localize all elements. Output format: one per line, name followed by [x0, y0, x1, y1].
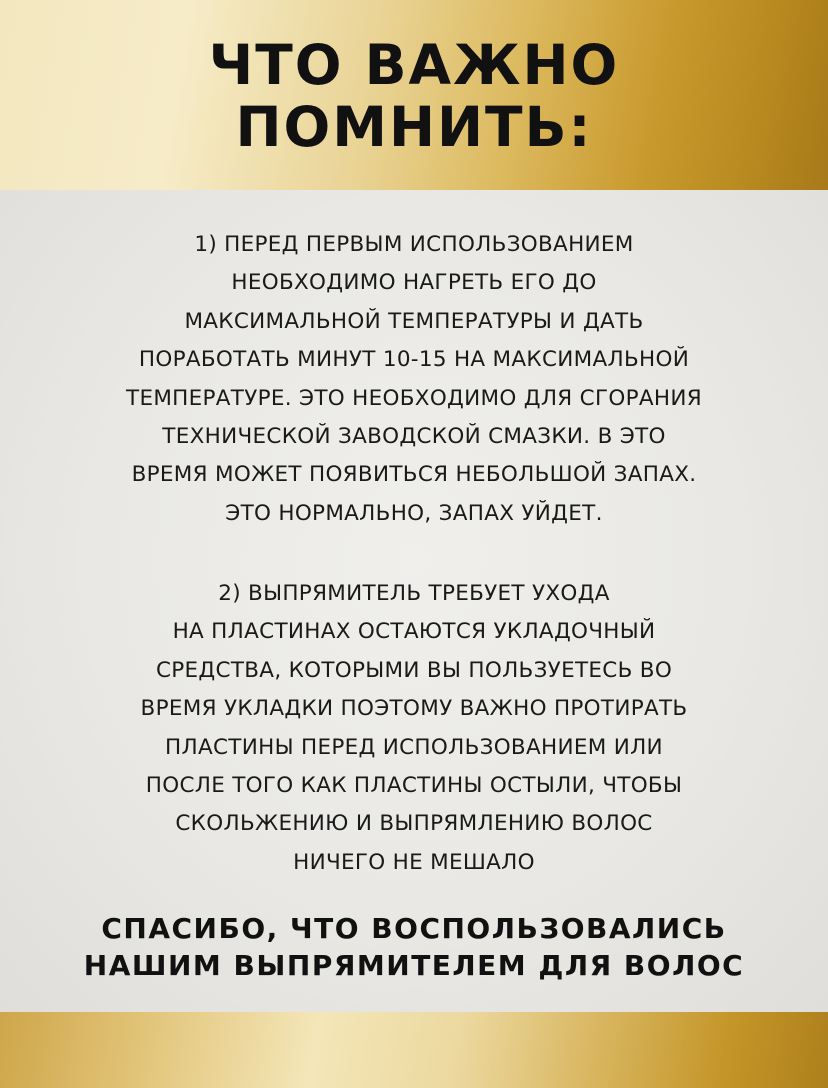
paragraph-line: ВРЕМЯ МОЖЕТ ПОЯВИТЬСЯ НЕБОЛЬШОЙ ЗАПАХ. [131, 462, 697, 488]
title-line-1: ЧТО ВАЖНО [208, 33, 620, 97]
paragraph-line: СРЕДСТВА, КОТОРЫМИ ВЫ ПОЛЬЗУЕТЕСЬ ВО [155, 657, 673, 683]
paragraph-line: 2) ВЫПРЯМИТЕЛЬ ТРЕБУЕТ УХОДА [218, 581, 610, 606]
instruction-paragraph-1 [30, 226, 798, 533]
paragraph-line: ЭТО НОРМАЛЬНО, ЗАПАХ УЙДЕТ. [225, 500, 603, 526]
thanks-line-2: НАШИМ ВЫПРЯМИТЕЛЕМ ДЛЯ ВОЛОС [83, 949, 745, 982]
paragraph-line: СКОЛЬЖЕНИЮ И ВЫПРЯМЛЕНИЮ ВОЛОС [175, 811, 653, 837]
paragraph-line: 1) ПЕРЕД ПЕРВЫМ ИСПОЛЬЗОВАНИЕМ [194, 232, 634, 257]
instruction-paragraph-2 [30, 575, 798, 882]
paragraph-line: ПОСЛЕ ТОГО КАК ПЛАСТИНЫ ОСТЫЛИ, ЧТОБЫ [145, 773, 683, 799]
title-line-2: ПОМНИТЬ: [235, 95, 593, 159]
page-title [0, 34, 828, 158]
thanks-line-1: СПАСИБО, ЧТО ВОСПОЛЬЗОВАЛИСЬ [101, 912, 727, 945]
paragraph-line: ПОРАБОТАТЬ МИНУТ 10-15 НА МАКСИМАЛЬНОЙ [138, 347, 690, 373]
gold-bottom-band [0, 1012, 828, 1088]
thank-you-message [20, 910, 808, 984]
paragraph-line: ТЕХНИЧЕСКОЙ ЗАВОДСКОЙ СМАЗКИ. В ЭТО [162, 424, 666, 450]
paragraph-line: НИЧЕГО НЕ МЕШАЛО [293, 849, 535, 875]
paragraph-line: ВРЕМЯ УКЛАДКИ ПОЭТОМУ ВАЖНО ПРОТИРАТЬ [140, 696, 688, 722]
paragraph-line: ПЛАСТИНЫ ПЕРЕД ИСПОЛЬЗОВАНИЕМ ИЛИ [165, 734, 663, 760]
paragraph-line: НА ПЛАСТИНАХ ОСТАЮТСЯ УКЛАДОЧНЫЙ [172, 619, 656, 645]
paragraph-line: ТЕМПЕРАТУРЕ. ЭТО НЕОБХОДИМО ДЛЯ СГОРАНИЯ [126, 385, 702, 411]
paragraph-line: МАКСИМАЛЬНОЙ ТЕМПЕРАТУРЫ И ДАТЬ [184, 308, 644, 334]
paragraph-line: НЕОБХОДИМО НАГРЕТЬ ЕГО ДО [231, 270, 597, 296]
